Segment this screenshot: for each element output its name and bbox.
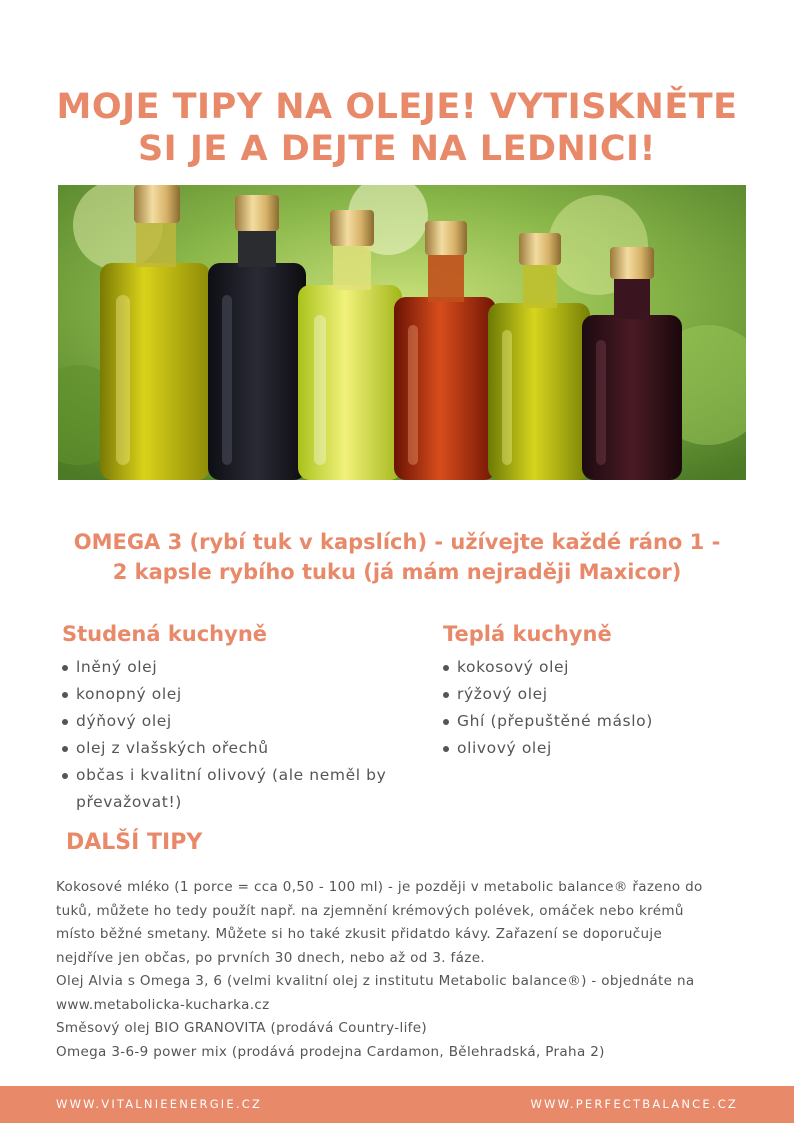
cold-kitchen-list <box>62 654 392 816</box>
more-tips-heading: DALŠÍ TIPY <box>66 830 203 855</box>
footer-bar <box>0 1086 794 1123</box>
page-title <box>40 86 754 170</box>
warm-kitchen-section <box>443 620 763 762</box>
title-line-1: MOJE TIPY NA OLEJE! VYTISKNĚTE <box>56 87 738 127</box>
tip-paragraph: Kokosové mléko (1 porce = cca 0,50 - 100 ml) - je později v metabolic balance® řazeno do tuků, můžete ho tedy použít např. na zjemnění krémových polévek, omáček nebo krémů místo běžné smetany. Můžete si ho také zkusit přidatdo kávy. Zařazení se doporučuje nejdříve jen občas, po prvních 30 dnech, nebo až od 3. fáze. <box>56 879 703 966</box>
list-item: dýňový olej <box>76 708 392 735</box>
footer-link-vitalnieenergie[interactable]: WWW.VITALNIEENERGIE.CZ <box>56 1097 263 1111</box>
title-line-2: SI JE A DEJTE NA LEDNICI! <box>137 129 657 169</box>
list-item: rýžový olej <box>457 681 763 708</box>
list-item: občas i kvalitní olivový (ale neměl by převažovat!) <box>76 762 392 816</box>
list-item: kokosový olej <box>457 654 763 681</box>
tip-paragraph: Omega 3-6-9 power mix (prodává prodejna Cardamon, Bělehradská, Praha 2) <box>56 1043 605 1060</box>
list-item: olivový olej <box>457 735 763 762</box>
list-item: lněný olej <box>76 654 392 681</box>
omega-line-2: 2 kapsle rybího tuku (já mám nejraději Maxicor) <box>112 560 682 584</box>
warm-kitchen-list <box>443 654 763 762</box>
list-item: Ghí (přepuštěné máslo) <box>457 708 763 735</box>
list-item: konopný olej <box>76 681 392 708</box>
footer-link-perfectbalance[interactable]: WWW.PERFECTBALANCE.CZ <box>530 1097 738 1111</box>
list-item: olej z vlašských ořechů <box>76 735 392 762</box>
omega-line-1: OMEGA 3 (rybí tuk v kapslích) - užívejte každé ráno 1 - <box>73 530 721 554</box>
cold-kitchen-section <box>62 620 392 816</box>
omega-tip <box>40 527 754 587</box>
tip-paragraph: Olej Alvia s Omega 3, 6 (velmi kvalitní olej z institutu Metabolic balance®) - objednáte na www.metabolicka-kucharka.cz <box>56 973 695 1013</box>
tip-paragraph: Směsový olej BIO GRANOVITA (prodává Country-life) <box>56 1020 428 1036</box>
cold-kitchen-heading: Studená kuchyně <box>62 622 268 646</box>
warm-kitchen-heading: Teplá kuchyně <box>443 622 612 646</box>
more-tips-text <box>56 876 706 1064</box>
oil-bottles-photo <box>58 185 746 480</box>
oil-bottles-illustration <box>58 185 746 480</box>
